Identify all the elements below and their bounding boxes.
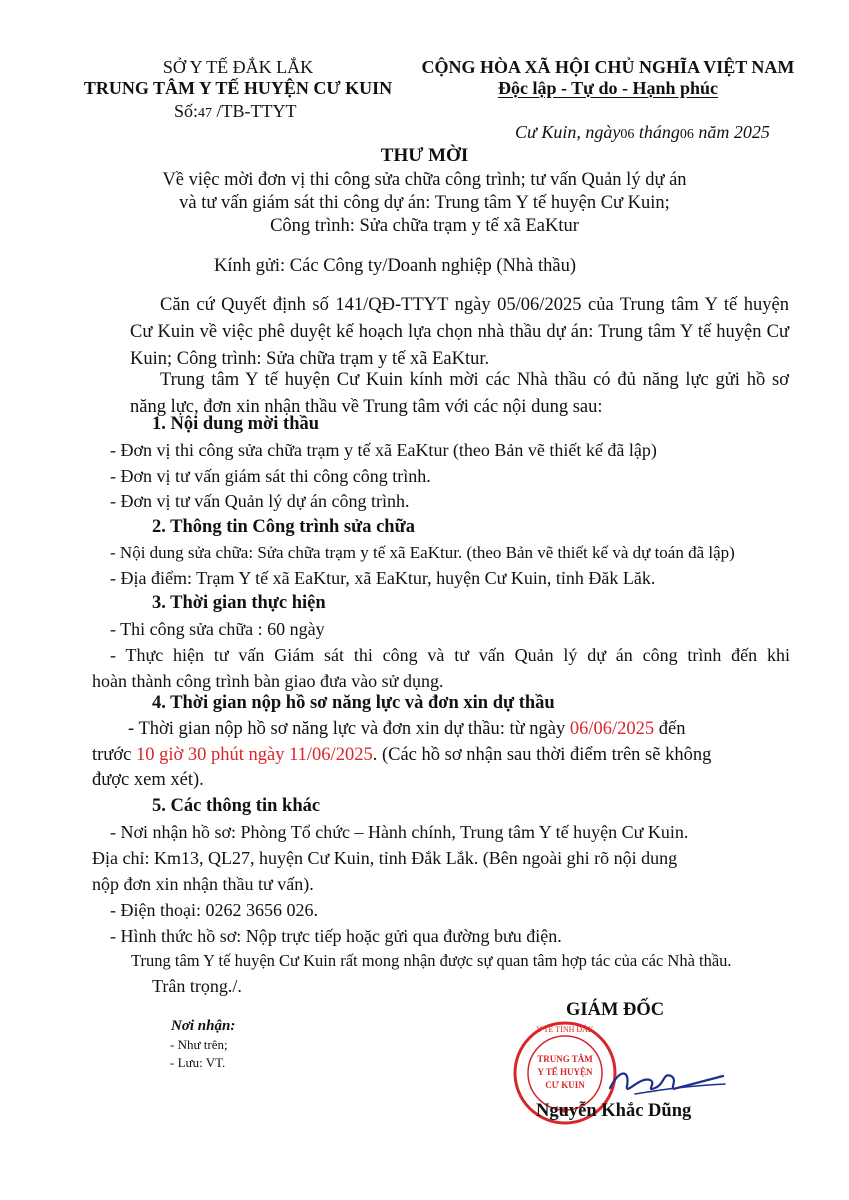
signer-position: GIÁM ĐỐC	[566, 1000, 665, 1020]
intro-paragraph-1: Căn cứ Quyết định số 141/QĐ-TTYT ngày 05/06/2025 của Trung tâm Y tế huyện Cư Kuin về việc phê duyệt kế hoạch lựa chọn nhà thầu dự án: Trung tâm Y tế huyện Cư Kuin; Công trình: Sửa chữa trạm y tế xã EaKtur.	[130, 295, 789, 369]
address-line-2: Địa chỉ: Km13, QL27, huyện Cư Kuin, tỉnh Đắk Lắk. (Bên ngoài ghi rõ nội dung	[92, 848, 678, 868]
national-motto: CỘNG HÒA XÃ HỘI CHỦ NGHĨA VIỆT NAM	[421, 57, 795, 77]
section-2-heading: 2. Thông tin Công trình sửa chữa	[152, 517, 415, 537]
section-3-heading: 3. Thời gian thực hiện	[152, 593, 326, 613]
date-month: 06	[679, 127, 694, 142]
recipients-label: Nơi nhận:	[171, 1018, 236, 1034]
date-prefix: Cư Kuin, ngày	[515, 122, 621, 142]
motto-subtitle: Độc lập - Tự do - Hạnh phúc	[497, 78, 719, 98]
seal-line-2: Y TẾ HUYỆN	[537, 1067, 593, 1077]
date-month-label: tháng	[634, 122, 680, 142]
submission-text: - Thời gian nộp hồ sơ năng lực và đơn xin dự thầu: từ ngày	[128, 719, 570, 739]
submission-start-date: 06/06/2025	[569, 719, 655, 739]
seal-line-1: TRUNG TÂM	[537, 1054, 593, 1064]
section-1-item: - Đơn vị thi công sửa chữa trạm y tế xã EaKtur (theo Bản vẽ thiết kế đã lập)	[110, 440, 657, 460]
section-1-item: - Đơn vị tư vấn Quản lý dự án công trình.	[110, 491, 410, 511]
section-3-item: - Thực hiện tư vấn Giám sát thi công và tư vấn Quản lý dự án công trình đến khi	[110, 645, 790, 665]
subject-line-2: và tư vấn giám sát thi công dự án: Trung tâm Y tế huyện Cư Kuin;	[179, 193, 670, 213]
section-2-item: - Nội dung sửa chữa: Sửa chữa trạm y tế xã EaKtur. (theo Bản vẽ thiết kế và dự toán đã lập)	[110, 543, 735, 562]
submission-period-line-1	[128, 719, 686, 740]
deadline-prefix: trước	[92, 745, 136, 765]
submission-period-line-3: được xem xét).	[92, 770, 204, 790]
deadline-note: . (Các hồ sơ nhận sau thời điểm trên sẽ không	[372, 745, 712, 765]
document-number	[174, 101, 297, 122]
subject-line-1: Về việc mời đơn vị thi công sửa chữa công trình; tư vấn Quản lý dự án	[162, 170, 687, 190]
date-year: năm 2025	[693, 122, 770, 142]
seal-ring-text: Y TẾ TỈNH ĐẮK	[536, 1025, 594, 1034]
section-5-heading: 5. Các thông tin khác	[152, 796, 321, 816]
subject-line-3: Công trình: Sửa chữa trạm y tế xã EaKtur	[270, 216, 579, 236]
method-line: - Hình thức hồ sơ: Nộp trực tiếp hoặc gửi qua đường bưu điện.	[110, 926, 562, 946]
closing-hope: Trung tâm Y tế huyện Cư Kuin rất mong nhận được sự quan tâm hợp tác của các Nhà thầu.	[131, 951, 732, 970]
submission-text-end: đến	[654, 719, 686, 739]
section-1-heading: 1. Nội dung mời thầu	[152, 414, 320, 434]
section-2-item: - Địa điểm: Trạm Y tế xã EaKtur, xã EaKtur, huyện Cư Kuin, tỉnh Đăk Lăk.	[110, 568, 656, 588]
address-line-1: - Nơi nhận hồ sơ: Phòng Tổ chức – Hành chính, Trung tâm Y tế huyện Cư Kuin.	[110, 822, 689, 842]
doc-no-suffix: /TB-TTYT	[212, 101, 297, 121]
document-title: THƯ MỜI	[380, 145, 469, 166]
closing-regards: Trân trọng./.	[152, 976, 242, 996]
agency-name: TRUNG TÂM Y TẾ HUYỆN CƯ KUIN	[83, 78, 393, 98]
phone-line: - Điện thoại: 0262 3656 026.	[110, 900, 318, 920]
doc-no-prefix: Số:	[174, 101, 199, 121]
section-3-item-continued: hoàn thành công trình bàn giao đưa vào sử dụng.	[92, 671, 444, 691]
section-4-heading: 4. Thời gian nộp hồ sơ năng lực và đơn xin dự thầu	[152, 693, 555, 713]
submission-deadline: 10 giờ 30 phút ngày 11/06/2025	[135, 745, 373, 765]
section-1-item: - Đơn vị tư vấn giám sát thi công công trình.	[110, 466, 431, 486]
recipient-line: Kính gửi: Các Công ty/Doanh nghiệp (Nhà thầu)	[214, 256, 576, 276]
signer-name: Nguyễn Khắc Dũng	[536, 1101, 692, 1121]
submission-period-line-2	[92, 745, 711, 766]
date-day: 06	[620, 127, 635, 142]
doc-no-value: 47	[198, 106, 213, 121]
recipients-item: - Lưu: VT.	[170, 1055, 226, 1070]
handwritten-signature	[605, 1058, 730, 1103]
document-date	[515, 122, 770, 143]
recipients-item: - Như trên;	[170, 1037, 228, 1052]
intro-paragraph-2: Trung tâm Y tế huyện Cư Kuin kính mời các Nhà thầu có đủ năng lực gửi hồ sơ năng lực, đơn xin nhận thầu về Trung tâm với các nội dung sau:	[130, 370, 789, 417]
address-line-3: nộp đơn xin nhận thầu tư vấn).	[92, 874, 314, 894]
seal-line-3: CƯ KUIN	[545, 1080, 585, 1090]
agency-parent: SỞ Y TẾ ĐẮK LẮK	[162, 57, 314, 77]
section-3-item: - Thi công sửa chữa : 60 ngày	[110, 619, 325, 639]
